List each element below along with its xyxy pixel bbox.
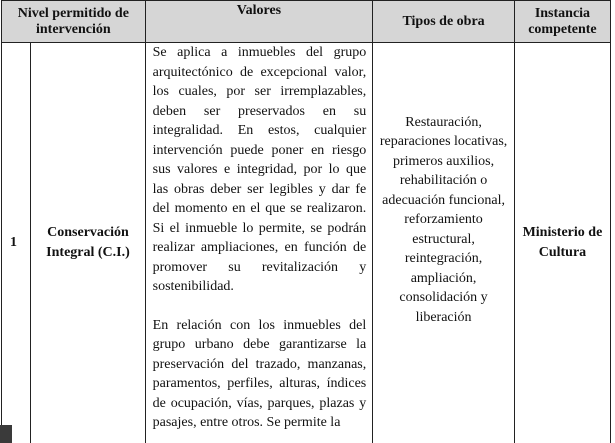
table-header-row [2, 1, 611, 43]
header-nivel: Nivel permitido de intervención [2, 1, 146, 43]
instancia-cell: Ministerio de Cultura [514, 43, 610, 443]
table-row [2, 43, 611, 443]
nivel-cell: Conservación Integral (C.I.) [31, 43, 145, 443]
scan-artifact [0, 425, 12, 443]
valores-paragraph-1: Se aplica a inmuebles del grupo arquitectónico de excepcional valor, los cuales, por ser irremplazables, deben ser preservados en su integralidad. En estos, cualquier intervención puede poner en riesgo sus valores e integridad, por lo que las obras deber ser legibles y dar fe del momento en el que se realizaron. Si el inmueble lo permite, se podrán realizar ampliaciones, en función de promover su revitalización y sostenibilidad. [152, 45, 367, 294]
header-valores: Valores [145, 1, 373, 43]
header-instancia: Instancia competente [514, 1, 610, 43]
row-number: 1 [2, 43, 31, 443]
tipos-text: Restauración, reparaciones locativas, primeros auxilios, rehabilitación o adecuación funcional, reforzamiento estructural, reintegración, ampliación, consolidación y liberación [379, 114, 508, 325]
intervention-table [1, 0, 611, 443]
valores-cell [145, 43, 373, 443]
header-tipos: Tipos de obra [373, 1, 515, 43]
tipos-cell [373, 43, 515, 443]
valores-paragraph-2: En relación con los inmuebles del grupo urbano debe garantizarse la preservación del trazado, manzanas, paramentos, perfiles, alturas, índices de ocupación, vías, parques, plazas y pasajes, entre otros. Se permite la [152, 317, 367, 430]
